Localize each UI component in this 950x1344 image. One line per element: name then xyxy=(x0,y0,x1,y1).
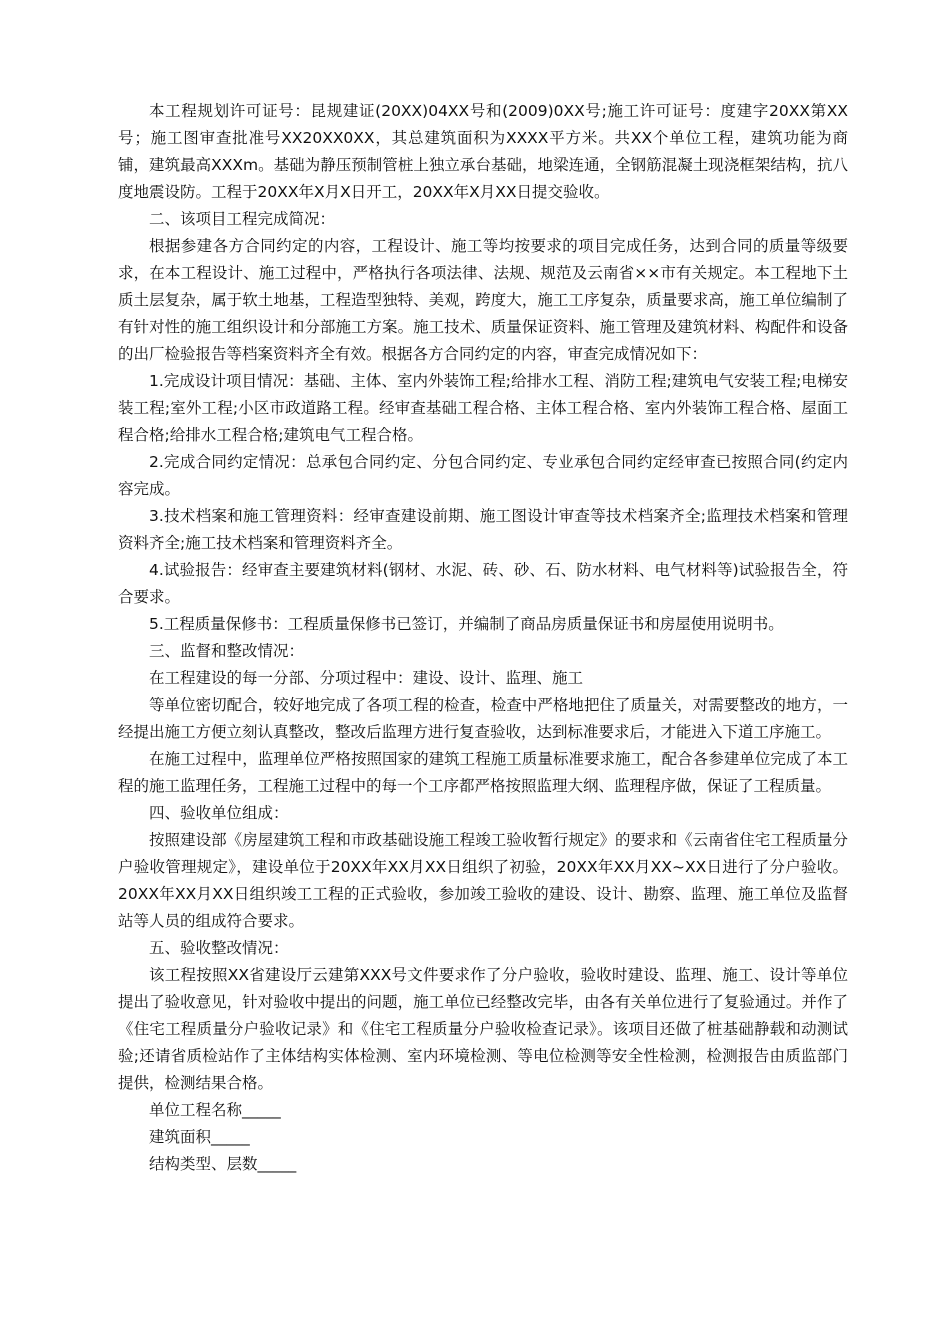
field-structure-type-floors: 结构类型、层数_____ xyxy=(149,1155,297,1173)
heading-acceptance-rectification: 五、验收整改情况： xyxy=(149,939,289,957)
paragraph-contract-items: 2.完成合同约定情况：总承包合同约定、分包合同约定、专业承包合同约定经审查已按照合同(约定内容完成。 xyxy=(118,453,848,498)
paragraph-contract-completion: 根据参建各方合同约定的内容，工程设计、施工等均按要求的项目完成任务，达到合同的质量等级要求，在本工程设计、施工过程中，严格执行各项法律、法规、规范及云南省××市有关规定。本工程地下土质土层复杂，属于软土地基，工程造型独特、美观，跨度大，施工工序复杂，质量要求高，施工单位编制了有针对性的施工组织设计和分部施工方案。施工技术、质量保证资料、施工管理及建筑材料、构配件和设备的出厂检验报告等档案资料齐全有效。根据各方合同约定的内容，审查完成情况如下： xyxy=(118,237,848,363)
paragraph-construction-process: 在工程建设的每一分部、分项过程中：建设、设计、监理、施工 xyxy=(149,669,584,687)
field-building-area: 建筑面积_____ xyxy=(149,1128,250,1146)
heading-supervision: 三、监督和整改情况： xyxy=(149,642,305,660)
paragraph-rectification-details: 该工程按照XX省建设厅云建第XXX号文件要求作了分户验收，验收时建设、监理、施工、设计等单位提出了验收意见，针对验收中提出的问题，施工单位已经整改完毕，由各有关单位进行了复验通过。并作了《住宅工程质量分户验收记录》和《住宅工程质量分户验收检查记录》。该项目还做了桩基础静载和动测试验;还请省质检站作了主体结构实体检测、室内环境检测、等电位检测等安全性检测，检测报告由质监部门提供，检测结果合格。 xyxy=(118,966,848,1092)
paragraph-project-permits: 本工程规划许可证号：昆规建证(20XX)04XX号和(2009)0XX号;施工许可证号：度建字20XX第XX号；施工图审查批准号XX20XX0XX，其总建筑面积为XXXX平方米。共XX个单位工程，建筑功能为商铺，建筑最高XXXm。基础为静压预制管桩上独立承台基础，地梁连通，全钢筋混凝土现浇框架结构，抗八度地震设防。工程于20XX年X月X日开工，20XX年X月XX日提交验收。 xyxy=(118,102,848,201)
paragraph-cooperation: 等单位密切配合，较好地完成了各项工程的检查，检查中严格地把住了质量关，对需要整改的地方，一经提出施工方便立刻认真整改，整改后监理方进行复查验收，达到标准要求后，才能进入下道工序施工。 xyxy=(118,696,848,741)
heading-completion-overview: 二、该项目工程完成简况： xyxy=(149,210,336,228)
heading-acceptance-units: 四、验收单位组成： xyxy=(149,804,289,822)
paragraph-supervision-unit: 在施工过程中，监理单位严格按照国家的建筑工程施工质量标准要求施工，配合各参建单位完成了本工程的施工监理任务，工程施工过程中的每一个工序都严格按照监理大纲、监理程序做，保证了工程质量。 xyxy=(118,750,848,795)
paragraph-design-items: 1.完成设计项目情况：基础、主体、室内外装饰工程;给排水工程、消防工程;建筑电气安装工程;电梯安装工程;室外工程;小区市政道路工程。经审查基础工程合格、主体工程合格、室内外装饰工程合格、屋面工程合格;给排水工程合格;建筑电气工程合格。 xyxy=(118,372,848,444)
paragraph-test-reports: 4.试验报告：经审查主要建筑材料(钢材、水泥、砖、砂、石、防水材料、电气材料等)试验报告全，符合要求。 xyxy=(118,561,848,606)
paragraph-warranty: 5.工程质量保修书：工程质量保修书已签订，并编制了商品房质量保证书和房屋使用说明书。 xyxy=(149,615,784,633)
document-body xyxy=(118,98,848,1178)
field-unit-project-name: 单位工程名称_____ xyxy=(149,1101,281,1119)
paragraph-technical-archives: 3.技术档案和施工管理资料：经审查建设前期、施工图设计审查等技术档案齐全;监理技术档案和管理资料齐全;施工技术档案和管理资料齐全。 xyxy=(118,507,848,552)
paragraph-acceptance-regulations: 按照建设部《房屋建筑工程和市政基础设施工程竣工验收暂行规定》的要求和《云南省住宅工程质量分户验收管理规定》，建设单位于20XX年XX月XX日组织了初验，20XX年XX月XX~XX日进行了分户验收。20XX年XX月XX日组织竣工工程的正式验收，参加竣工验收的建设、设计、勘察、监理、施工单位及监督站等人员的组成符合要求。 xyxy=(118,831,848,930)
